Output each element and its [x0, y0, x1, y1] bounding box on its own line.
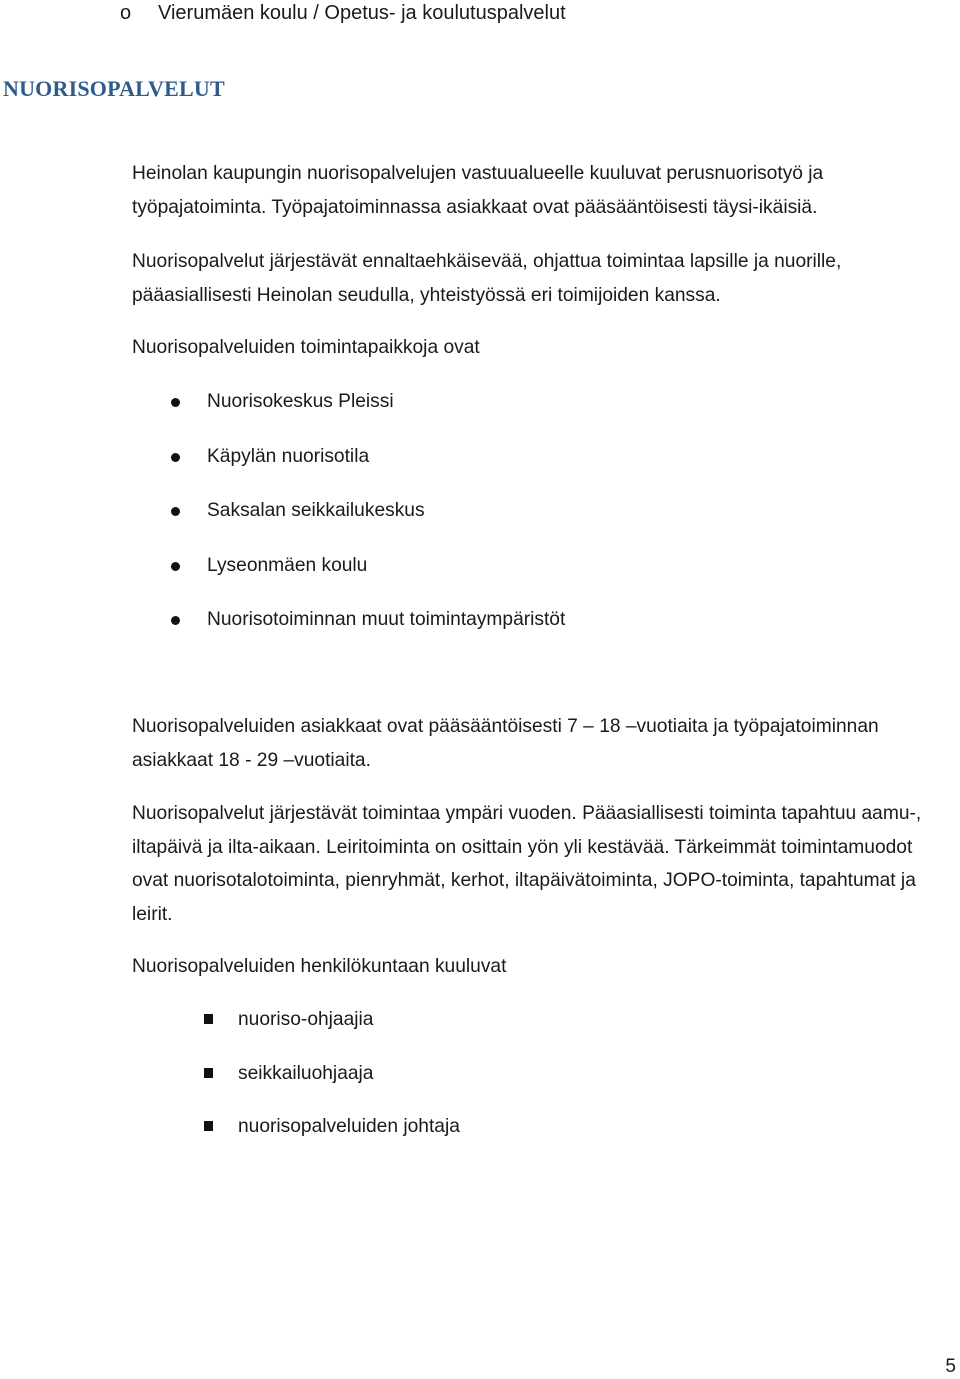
- paragraph-staff-intro: Nuorisopalveluiden henkilökuntaan kuuluvat: [132, 956, 507, 977]
- list-item-text: Käpylän nuorisotila: [207, 445, 370, 467]
- section-heading: NUORISOPALVELUT: [3, 76, 225, 101]
- locations-list: [132, 384, 565, 657]
- list-item: [132, 548, 565, 603]
- list-item-text: seikkailuohjaaja: [238, 1062, 374, 1084]
- list-item: [132, 1056, 460, 1110]
- list-item: [132, 384, 565, 439]
- list-item: [132, 439, 565, 494]
- square-bullet-icon: [204, 1068, 213, 1078]
- bullet-icon: [171, 562, 180, 571]
- list-item-text: nuoriso-ohjaajia: [238, 1009, 374, 1030]
- bullet-icon: [171, 507, 180, 516]
- list-item-text: nuorisopalveluiden johtaja: [238, 1116, 460, 1137]
- staff-list: [132, 1002, 460, 1163]
- square-bullet-icon: [204, 1014, 213, 1024]
- page-number: 5: [945, 1356, 956, 1377]
- list-item-text: Lyseonmäen koulu: [207, 554, 368, 576]
- square-bullet-icon: [204, 1121, 213, 1131]
- list-item-text: Nuorisokeskus Pleissi: [207, 391, 394, 412]
- list-item-text: Nuorisotoiminnan muut toimintaympäristöt: [207, 609, 566, 630]
- list-item-text: Saksalan seikkailukeskus: [207, 500, 425, 521]
- list-item-text: Vierumäen koulu / Opetus- ja koulutuspalvelut: [158, 2, 566, 24]
- top-list-item: [120, 0, 566, 26]
- paragraph-intro: Heinolan kaupungin nuorisopalvelujen vastuualueelle kuuluvat perusnuorisotyö ja työpajatoiminta. Työpajatoiminnassa asiakkaat ovat pääsääntöisesti täysi-ikäisiä.: [132, 163, 824, 218]
- bullet-icon: [171, 398, 180, 407]
- list-item: [132, 602, 565, 657]
- bullet-icon: [171, 616, 180, 625]
- paragraph-schedule: Nuorisopalvelut järjestävät toimintaa ympäri vuoden. Pääasiallisesti toiminta tapahtuu aamu-, iltapäivä ja ilta-aikaan. Leiritoiminta on osittain yön yli kestävää. Tärkeimmät toimintamuodot ovat nuorisotalotoiminta, pienryhmät, kerhot, iltapäivätoiminta, JOPO-toiminta, tapahtumat ja leirit.: [132, 803, 922, 925]
- bullet-icon: [171, 453, 180, 462]
- list-item: [132, 1109, 460, 1163]
- list-item: [132, 493, 565, 548]
- paragraph-activities: Nuorisopalvelut järjestävät ennaltaehkäisevää, ohjattua toimintaa lapsille ja nuorille, pääasiallisesti Heinolan seudulla, yhteistyössä eri toimijoiden kanssa.: [132, 251, 842, 306]
- paragraph-ages: Nuorisopalveluiden asiakkaat ovat pääsääntöisesti 7 – 18 –vuotiaita ja työpajatoiminnan asiakkaat 18 - 29 –vuotiaita.: [132, 716, 879, 771]
- paragraph-locations-intro: Nuorisopalveluiden toimintapaikkoja ovat: [132, 337, 480, 358]
- list-marker: o: [120, 2, 132, 24]
- list-item: [132, 1002, 460, 1056]
